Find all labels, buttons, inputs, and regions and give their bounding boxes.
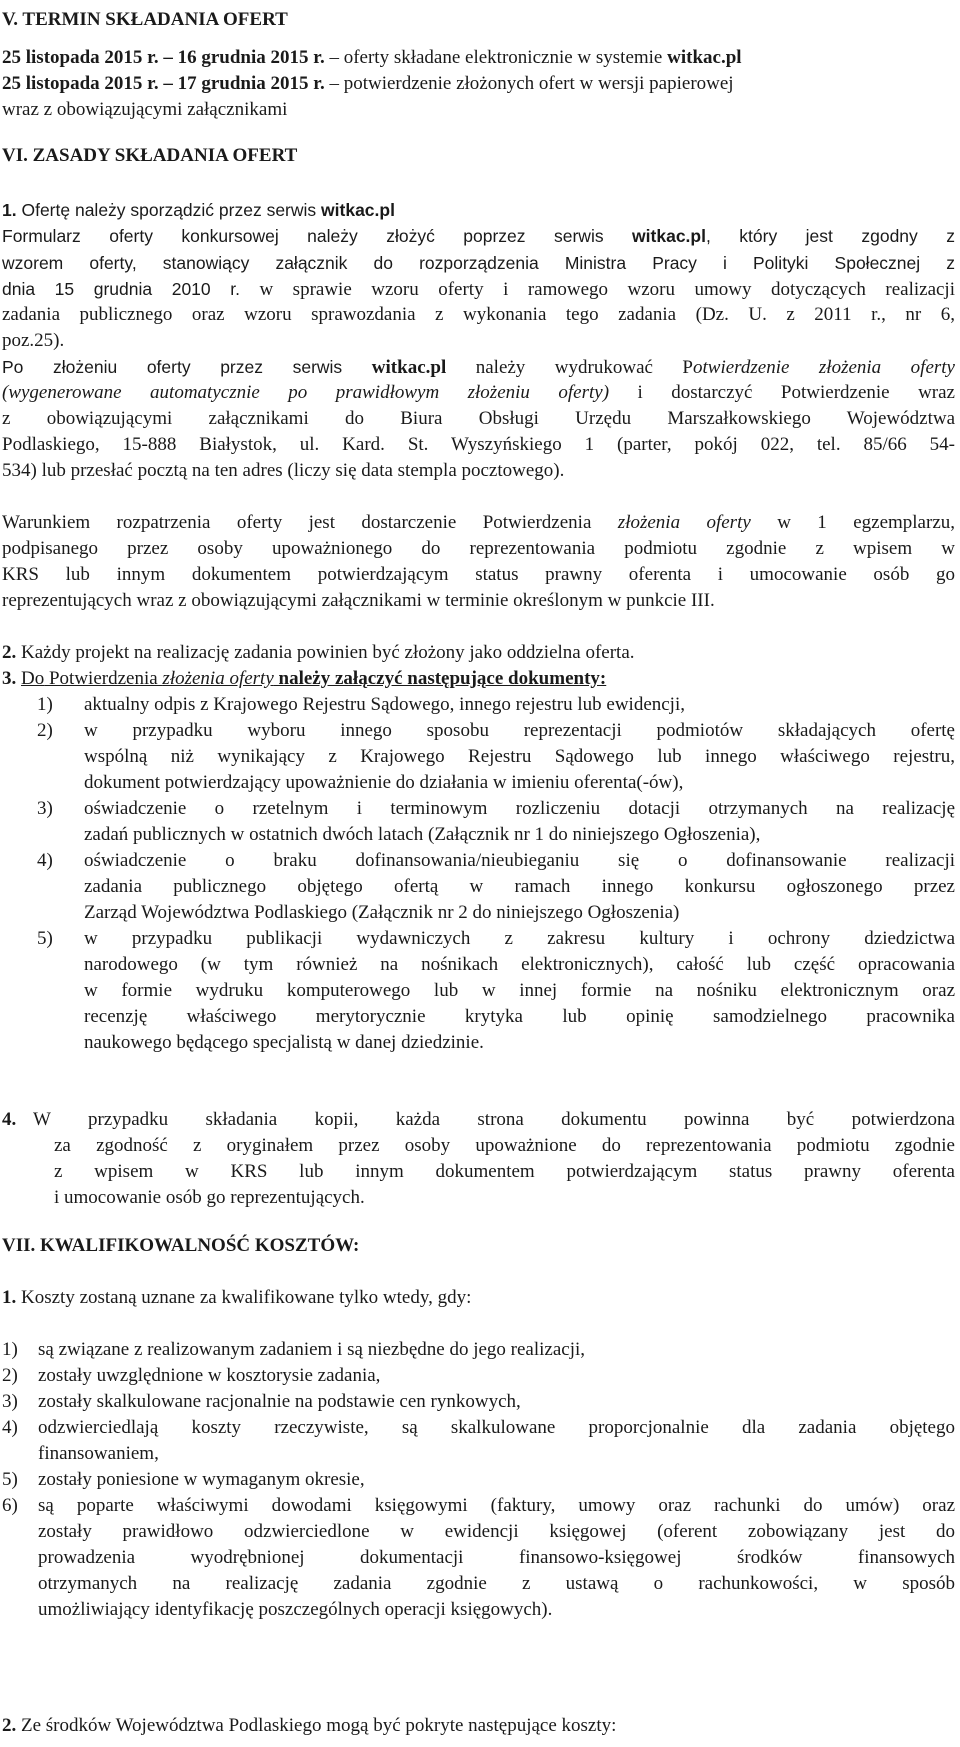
list-item-line: oświadczenie o braku dofinansowania/nieubieganiu się o dofinansowanie realizacji — [84, 850, 955, 871]
deadline-electronic: 25 listopada 2015 r. – 16 grudnia 2015 r. – oferty składane elektronicznie w systemie witkac.pl — [2, 47, 742, 68]
p1-line-2: Formularz oferty konkursowej należy złożyć poprzez serwis witkac.pl, który jest zgodny z — [2, 226, 955, 246]
condition-line: zostały skalkulowane racjonalnie na podstawie cen rynkowych, — [38, 1391, 521, 1412]
list-item-line: w przypadku publikacji wydawniczych z zakresu kultury i ochrony dziedzictwa — [84, 928, 955, 949]
condition-line: odzwierciedlają koszty rzeczywiste, są skalkulowane proporcjonalnie dla zadania objętego — [38, 1417, 955, 1438]
condition-number: 5) — [2, 1469, 18, 1490]
list-item-line: recenzję właściwego merytorycznie krytyka lub opinię samodzielnego pracownika — [84, 1006, 955, 1027]
list-item-line: oświadczenie o rzetelnym i terminowym rozliczeniu dotacji otrzymanych na realizację — [84, 798, 955, 819]
section-5-heading: V. TERMIN SKŁADANIA OFERT — [2, 9, 288, 30]
p2-line-2: podpisanego przez osoby upoważnionego do reprezentowania podmiotu zgodnie z wpisem w — [2, 538, 955, 559]
p1-line-4: dnia 15 grudnia 2010 r. w sprawie wzoru oferty i ramowego wzoru umowy dotyczących realizacji — [2, 279, 955, 300]
list-item-line: naukowego będącego specjalistą w danej dziedzinie. — [84, 1032, 484, 1053]
item-6-3: 3. Do Potwierdzenia złożenia oferty należy załączyć następujące dokumenty: — [2, 668, 607, 689]
p1-line-9: z obowiązującymi załącznikami do Biura Obsługi Urzędu Marszałkowskiego Województwa — [2, 408, 955, 429]
list-item-line: aktualny odpis z Krajowego Rejestru Sądowego, innego rejestru lub ewidencji, — [84, 694, 685, 715]
p2-line-4: reprezentujących wraz z obowiązującymi załącznikami w terminie określonym w punkcie III. — [2, 590, 715, 611]
condition-line: otrzymanych na realizację zadania zgodnie z ustawą o rachunkowości, w sposób — [38, 1573, 955, 1594]
list-item-number: 3) — [37, 798, 53, 819]
item-6-2: 2. Każdy projekt na realizację zadania powinien być złożony jako oddzielna oferta. — [2, 642, 635, 663]
list-item-line: narodowego (w tym również na nośnikach elektronicznych), całość lub część opracowania — [84, 954, 955, 975]
list-item-line: zadania publicznego objętego ofertą w ramach innego konkursu ogłoszonego przez — [84, 876, 955, 897]
condition-line: zostały poniesione w wymaganym okresie, — [38, 1469, 365, 1490]
condition-number: 3) — [2, 1391, 18, 1412]
condition-line: zostały prawidłowo odzwierciedlone w ewidencji księgowej (oferent zobowiązany jest do — [38, 1521, 955, 1542]
item-6-4-number: 4. — [2, 1109, 17, 1130]
p1-line-8: (wygenerowane automatycznie po prawidłowym złożeniu oferty) i dostarczyć Potwierdzenie wraz — [2, 382, 955, 403]
item-6-4-line: W przypadku składania kopii, każda strona dokumentu powinna być potwierdzona — [33, 1109, 955, 1130]
section-7-heading: VII. KWALIFIKOWALNOŚĆ KOSZTÓW: — [2, 1235, 360, 1256]
condition-line: umożliwiający identyfikację poszczególnych operacji księgowych). — [38, 1599, 553, 1620]
condition-number: 2) — [2, 1365, 18, 1386]
item-7-1: 1. Koszty zostaną uznane za kwalifikowane tylko wtedy, gdy: — [2, 1287, 472, 1308]
list-item-line: dokument potwierdzający upoważnienie do działania w imieniu oferenta(-ów), — [84, 772, 684, 793]
condition-line: są poparte właściwymi dowodami księgowymi (faktury, umowy oraz rachunki do umów) oraz — [38, 1495, 955, 1516]
item-6-4-line: z wpisem w KRS lub innym dokumentem potwierdzającym status prawny oferenta — [54, 1161, 955, 1182]
condition-number: 6) — [2, 1495, 18, 1516]
list-item-line: wspólną niż wynikający z Krajowego Rejestru Sądowego lub innego właściwego rejestru, — [84, 746, 955, 767]
p1-line-11: 534) lub przesłać pocztą na ten adres (liczy się data stempla pocztowego). — [2, 460, 565, 481]
list-item-line: Zarząd Województwa Podlaskiego (Załącznik nr 2 do niniejszego Ogłoszenia) — [84, 902, 680, 923]
p1-line-10: Podlaskiego, 15-888 Białystok, ul. Kard. St. Wyszyńskiego 1 (parter, pokój 022, tel. 85/66 54- — [2, 434, 955, 455]
condition-line: zostały uwzględnione w kosztorysie zadania, — [38, 1365, 381, 1386]
list-item-line: zadań publicznych w ostatnich dwóch latach (Załącznik nr 1 do niniejszego Ogłoszenia), — [84, 824, 761, 845]
section-6-heading: VI. ZASADY SKŁADANIA OFERT — [2, 145, 298, 166]
condition-line: finansowaniem, — [38, 1443, 159, 1464]
condition-number: 1) — [2, 1339, 18, 1360]
p2-line-3: KRS lub innym dokumentem potwierdzającym status prawny oferenta i umocowanie osób go — [2, 564, 955, 585]
list-item-line: w przypadku wyboru innego sposobu reprezentacji podmiotów składających ofertę — [84, 720, 955, 741]
p1-line-6: poz.25). — [2, 330, 65, 351]
p1-line-7: Po złożeniu oferty przez serwis witkac.pl należy wydrukować Potwierdzenie złożenia oferty — [2, 357, 955, 378]
list-item-line: w formie wydruku komputerowego lub w innej formie na nośniku elektronicznym oraz — [84, 980, 955, 1001]
deadline-paper-cont: wraz z obowiązującymi załącznikami — [2, 99, 288, 120]
deadline-paper: 25 listopada 2015 r. – 17 grudnia 2015 r. – potwierdzenie złożonych ofert w wersji papierowej — [2, 73, 734, 94]
item-7-2: 2. Ze środków Województwa Podlaskiego mogą być pokryte następujące koszty: — [2, 1715, 617, 1736]
list-item-number: 5) — [37, 928, 53, 949]
p1-line-3: wzorem oferty, stanowiący załącznik do rozporządzenia Ministra Pracy i Polityki Społecznej z — [2, 253, 955, 273]
list-item-number: 4) — [37, 850, 53, 871]
condition-line: są związane z realizowanym zadaniem i są niezbędne do jego realizacji, — [38, 1339, 586, 1360]
condition-number: 4) — [2, 1417, 18, 1438]
item-6-4-line: za zgodność z oryginałem przez osoby upoważnione do reprezentowania podmiotu zgodnie — [54, 1135, 955, 1156]
item-6-4-line: i umocowanie osób go reprezentujących. — [54, 1187, 365, 1208]
list-item-number: 1) — [37, 694, 53, 715]
p1-line-5: zadania publicznego oraz wzoru sprawozdania z wykonania tego zadania (Dz. U. z 2011 r., nr 6, — [2, 304, 955, 325]
list-item-number: 2) — [37, 720, 53, 741]
p2-line-1: Warunkiem rozpatrzenia oferty jest dostarczenie Potwierdzenia złożenia oferty w 1 egzemplarzu, — [2, 512, 955, 533]
condition-line: prowadzenia wyodrębnionej dokumentacji finansowo-księgowej środków finansowych — [38, 1547, 955, 1568]
item-6-1-heading: 1. Ofertę należy sporządzić przez serwis witkac.pl — [2, 200, 395, 220]
